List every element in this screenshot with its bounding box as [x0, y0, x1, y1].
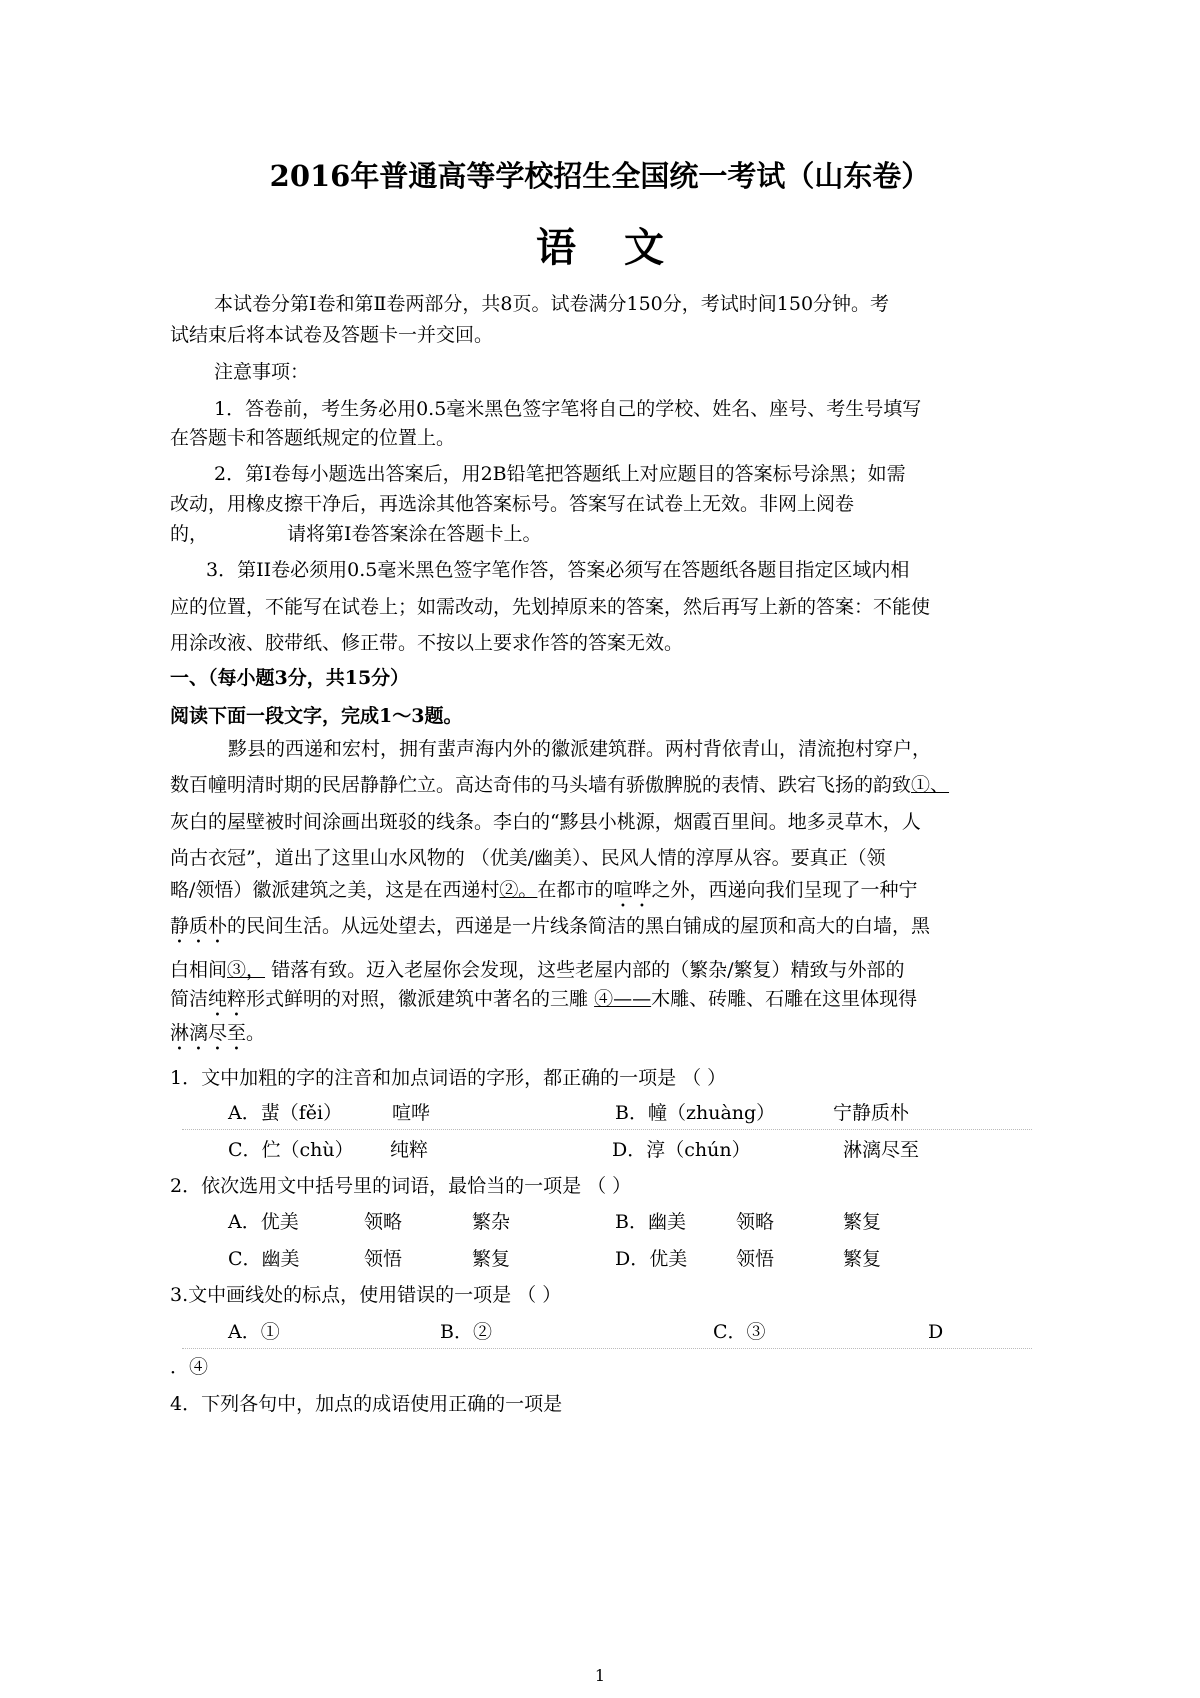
passage-line-6-text: 的民间生活。从远处望去，西递是一片线条简洁的黑白铺成的屋顶和高大的白墙，黑	[227, 915, 931, 937]
punct-mark-2: ②。	[499, 879, 538, 901]
passage-line-3: 灰白的屋壁被时间涂画出斑驳的线条。李白的“黟县小桃源，烟霞百里间。地多灵草木，人	[170, 811, 921, 833]
q2-option-c-2: 领悟	[364, 1248, 403, 1270]
dotted-divider-2	[182, 1348, 1032, 1349]
q1-option-b: B．幢（zhuàng）	[615, 1102, 776, 1124]
section-1-heading: 一、（每小题3分，共15分）	[170, 667, 410, 689]
passage-line-1: 黟县的西递和宏村，拥有蜚声海内外的徽派建筑群。两村背依青山，清流抱村穿户，	[228, 738, 932, 760]
passage-line-5	[170, 878, 917, 912]
note-1-line-2: 在答题卡和答题纸规定的位置上。	[170, 427, 456, 449]
q2-stem: 2．依次选用文中括号里的词语，最恰当的一项是 （ ）	[170, 1175, 632, 1197]
q3-option-d-letter: D	[928, 1321, 944, 1343]
dotted-divider	[182, 1129, 1032, 1130]
q1-option-c-word: 纯粹	[390, 1139, 429, 1161]
note-2-line-2: 改动，用橡皮擦干净后，再选涂其他答案标号。答案写在试卷上无效。非网上阅卷	[170, 493, 855, 515]
subject-title: 语文	[536, 224, 712, 271]
q2-option-d-2: 领悟	[736, 1248, 775, 1270]
intro-line-2: 试结束后将本试卷及答题卡一并交回。	[170, 324, 494, 346]
passage-line-8	[170, 987, 917, 1021]
passage-line-6	[170, 914, 930, 948]
note-2-line-3a: 的，	[170, 523, 209, 545]
q1-option-d-word: 淋漓尽至	[843, 1139, 920, 1161]
q2-option-b-2: 领略	[736, 1211, 775, 1233]
passage-line-7-text-a: 白相间	[170, 959, 228, 981]
punct-mark-4: ④——	[594, 988, 652, 1010]
passage-line-8-text-a: 简洁	[170, 988, 209, 1010]
q1-option-c: C．伫（chù）	[228, 1139, 354, 1161]
q2-option-d-3: 繁复	[843, 1248, 882, 1270]
passage-line-5-text-c: 之外，西递向我们呈现了一种宁	[651, 879, 918, 901]
q2-option-c-3: 繁复	[472, 1248, 511, 1270]
passage-line-7	[170, 958, 904, 982]
q4-stem: 4．下列各句中，加点的成语使用正确的一项是	[170, 1393, 563, 1415]
dotted-word-ningjingzhipu: 静质朴	[170, 915, 228, 937]
note-3-line-1: 3．第II卷必须用0.5毫米黑色签字笔作答，答案必须写在答题纸各题目指定区域内相	[206, 559, 910, 581]
intro-line-1: 本试卷分第Ⅰ卷和第Ⅱ卷两部分，共8页。试卷满分150分，考试时间150分钟。考	[214, 293, 890, 315]
q3-option-a: A．①	[228, 1321, 280, 1343]
punct-mark-1: ①、	[911, 774, 950, 796]
note-3-line-3: 用涂改液、胶带纸、修正带。不按以上要求作答的答案无效。	[170, 632, 684, 654]
q3-option-b: B．②	[440, 1321, 492, 1343]
passage-line-8-text-b: 形式鲜明的对照，徽派建筑中著名的三雕	[246, 988, 595, 1010]
q3-stem: 3.文中画线处的标点，使用错误的一项是 （ ）	[170, 1284, 562, 1306]
dotted-word-linlijinzhi: 淋漓尽至。	[170, 1022, 266, 1044]
dotted-word-xuanhua: 喧哗	[613, 879, 652, 901]
q2-option-d: D．优美	[615, 1248, 688, 1270]
q1-option-a: A．蜚（fěi）	[228, 1102, 343, 1124]
q2-option-a-3: 繁杂	[472, 1211, 511, 1233]
q2-option-b-3: 繁复	[843, 1211, 882, 1233]
note-3-line-2: 应的位置，不能写在试卷上；如需改动，先划掉原来的答案，然后再写上新的答案：不能使	[170, 596, 931, 618]
q2-option-a: A．优美	[228, 1211, 299, 1233]
passage-line-5-text-b: 在都市的	[537, 879, 614, 901]
note-2-line-3b: 请将第Ⅰ卷答案涂在答题卡上。	[287, 523, 542, 545]
exam-title: 2016年普通高等学校招生全国统一考试（山东卷）	[269, 159, 931, 193]
q1-option-a-word: 喧哗	[392, 1102, 431, 1124]
note-1-line-1: 1．答卷前，考生务必用0.5毫米黑色签字笔将自己的学校、姓名、座号、考生号填写	[214, 398, 922, 420]
passage-line-7-text-b: 错落有致。迈入老屋你会发现，这些老屋内部的（繁杂/繁复）精致与外部的	[265, 959, 905, 981]
q3-option-d-text: ．④	[170, 1356, 209, 1378]
passage-line-5-text-a: 略/领悟）徽派建筑之美，这是在西递村	[170, 879, 500, 901]
passage-line-8-text-c: 木雕、砖雕、石雕在这里体现得	[651, 988, 918, 1010]
page-number: 1	[594, 1666, 606, 1685]
passage-line-2-text: 数百幢明清时期的民居静静伫立。高达奇伟的马头墙有骄傲脾脱的表情、跌宕飞扬的韵致	[170, 774, 912, 796]
q1-option-b-word: 宁静质朴	[833, 1102, 910, 1124]
section-1-instruction: 阅读下面一段文字，完成1～3题。	[170, 705, 463, 727]
dotted-word-chuncui: 纯粹	[208, 988, 247, 1010]
q3-option-c: C．③	[713, 1321, 766, 1343]
passage-line-2	[170, 773, 949, 797]
punct-mark-3: ③，	[227, 959, 266, 981]
q1-stem: 1．文中加粗的字的注音和加点词语的字形，都正确的一项是 （ ）	[170, 1067, 727, 1089]
q1-option-d: D．淳（chún）	[612, 1139, 751, 1161]
note-2-line-1: 2．第Ⅰ卷每小题选出答案后，用2B铅笔把答题纸上对应题目的答案标号涂黑；如需	[214, 463, 906, 485]
q2-option-b: B．幽美	[615, 1211, 686, 1233]
notes-heading: 注意事项：	[214, 361, 310, 383]
passage-line-4: 尚古衣冠”，道出了这里山水风物的 （优美/幽美）、民风人情的淳厚从容。要真正（领	[170, 847, 886, 869]
q2-option-a-2: 领略	[364, 1211, 403, 1233]
q2-option-c: C．幽美	[228, 1248, 300, 1270]
